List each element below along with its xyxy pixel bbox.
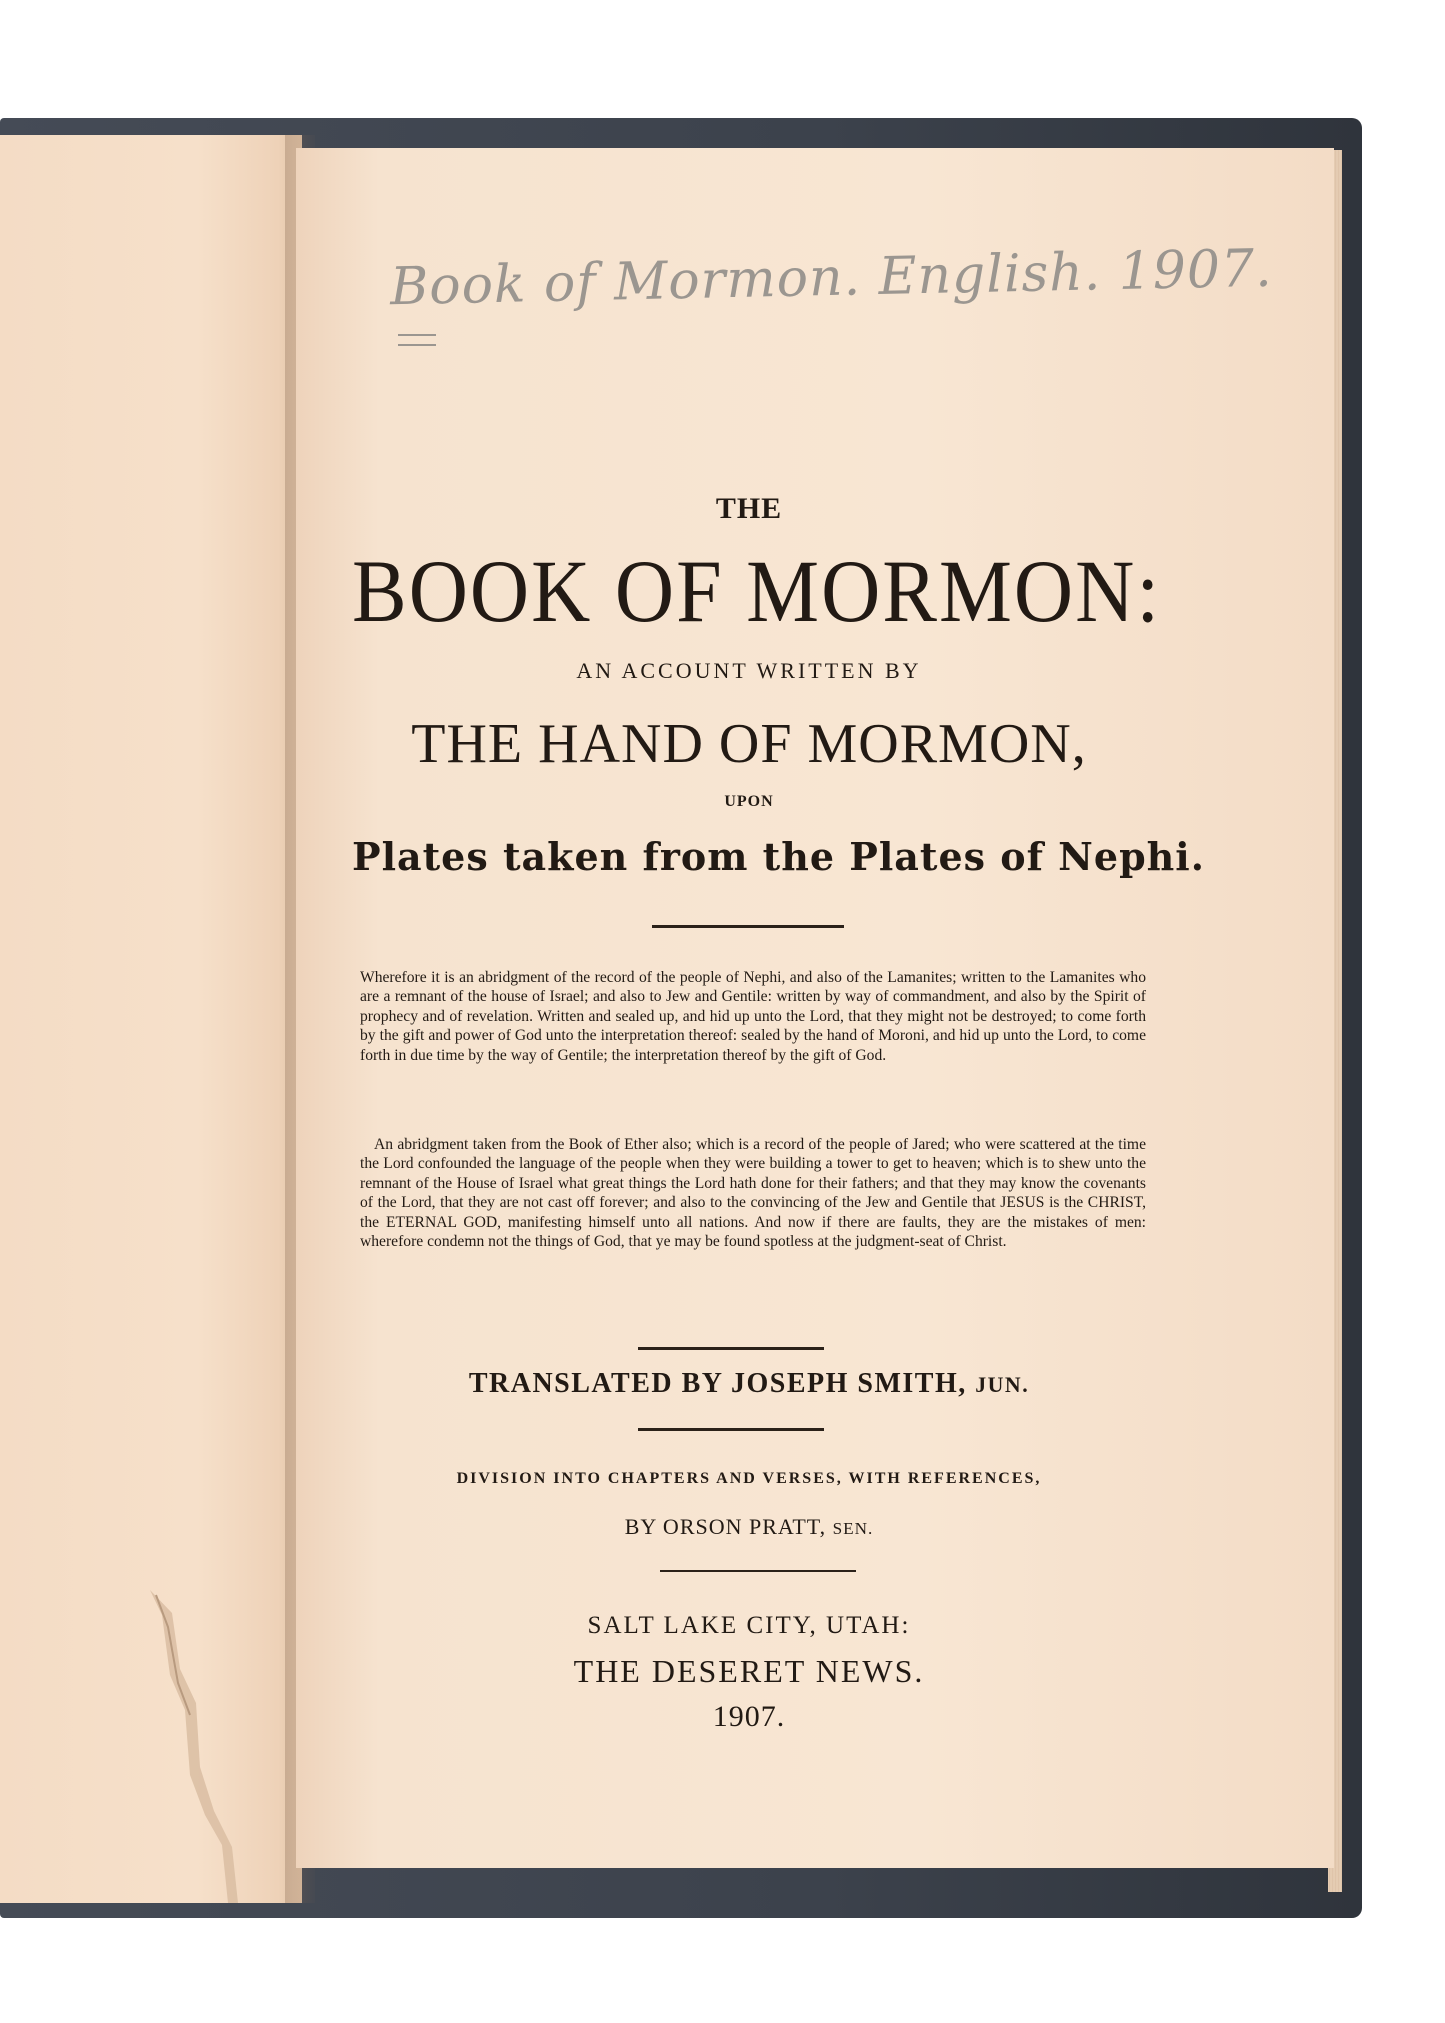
translator-line	[352, 1368, 1146, 1400]
translator-suffix: JUN.	[975, 1373, 1030, 1397]
subtitle-account: AN ACCOUNT WRITTEN BY	[576, 658, 922, 683]
imprint-publisher: THE DESERET NEWS.	[573, 1653, 925, 1689]
subtitle-hand: THE HAND OF MORMON,	[411, 713, 1087, 775]
torn-edge	[0, 135, 302, 1903]
divider-rule	[660, 1570, 856, 1572]
subtitle-plates: Plates taken from the Plates of Nephi.	[352, 834, 1205, 879]
divider-rule	[638, 1347, 824, 1350]
left-endpaper	[0, 135, 302, 1903]
title-the: THE	[715, 492, 783, 525]
inscription-underline	[398, 334, 436, 346]
translator-name: TRANSLATED BY JOSEPH SMITH,	[468, 1368, 967, 1399]
handwritten-inscription: Book of Mormon. English. 1907.	[389, 238, 1274, 318]
imprint-year: 1907.	[712, 1700, 786, 1733]
editor-suffix: SEN.	[832, 1519, 874, 1538]
subtitle-upon: UPON	[724, 793, 774, 810]
abridgment-paragraph-1: Wherefore it is an abridgment of the record of the people of Nephi, and also of the Lamanites; written to the Lamanites who are a remnant of the house of Israel; and also to Jew and Gentile: written by way of commandment, and also by the Spirit of prophecy and of revelation. Written and sealed up, and hid up unto the Lord, that they might not be destroyed; to come forth by the gift and power of God unto the interpretation thereof: sealed by the hand of Moroni, and hid up unto the Lord, to come forth in due time by the way of Gentile; the interpretation thereof by the gift of God.	[360, 969, 1146, 1064]
divider-rule	[652, 925, 844, 928]
divider-rule	[638, 1428, 824, 1431]
division-line: DIVISION INTO CHAPTERS AND VERSES, WITH REFERENCES,	[456, 1470, 1042, 1487]
editor-line	[352, 1514, 1146, 1540]
abridgment-paragraph-2: An abridgment taken from the Book of Ether also; which is a record of the people of Jared; who were scattered at the time the Lord confounded the language of the people when they were building a tower to get to heaven; which is to shew unto the remnant of the House of Israel what great things the Lord hath done for their fathers; and that they may know the covenants of the Lord, that they are not cast off forever; and also to the convincing of the Jew and Gentile that JESUS is the CHRIST, the ETERNAL GOD, manifesting himself unto all nations. And now if there are faults, they are the mistakes of men: wherefore condemn not the things of God, that ye may be found spotless at the judgment-seat of Christ.	[360, 1136, 1146, 1251]
editor-name: BY ORSON PRATT,	[624, 1514, 827, 1539]
main-title: BOOK OF MORMON:	[352, 542, 1162, 641]
imprint-city: SALT LAKE CITY, UTAH:	[587, 1612, 911, 1639]
